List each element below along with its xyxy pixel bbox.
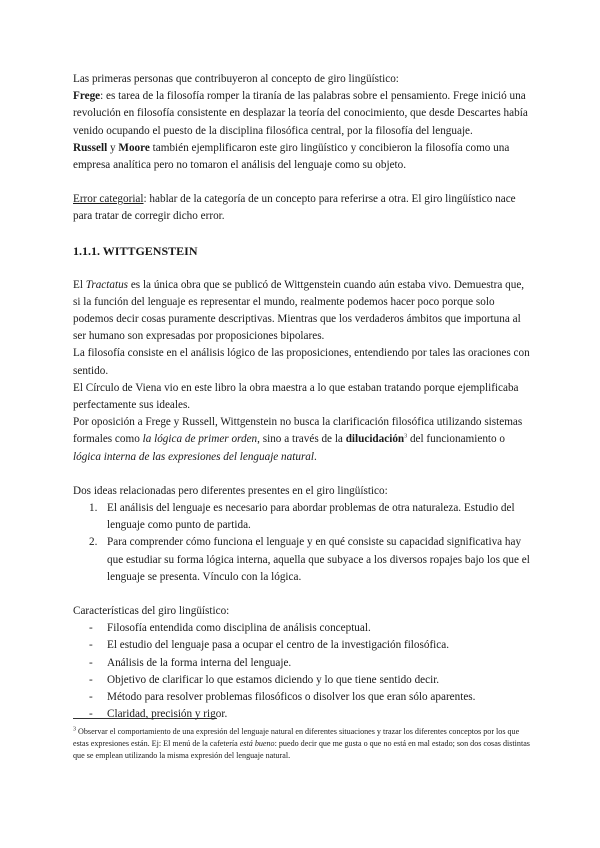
list-item-text: Claridad, precisión y rigor. (107, 708, 228, 721)
opposition-text-a: Por oposición a Frege y Russell, Wittgenstein no busca la clarificación filosófica utilizando sistemas formales como (73, 416, 523, 446)
dash-marker: - (89, 708, 93, 721)
list-item (73, 534, 530, 586)
list-item-text: El análisis del lenguaje es necesario para abordar problemas de otra naturaleza. Estudio del lenguaje como punto de partida. (107, 502, 515, 532)
dash-marker: - (89, 639, 93, 652)
opposition-paragraph (73, 414, 530, 466)
footnote-text-a: Observar el comportamiento de una expresión del lenguaje natural en diferentes situaciones y trazar los diferentes conceptos por los que estas expresiones están. Ej: El menú de la cafetería (73, 727, 520, 748)
footnote-reference[interactable]: 3 (404, 433, 408, 440)
list-item (73, 672, 530, 689)
list-item (73, 706, 530, 723)
philosophy-analysis-paragraph: La filosofía consiste en el análisis lógico de las proposiciones, entendiendo por tales las oraciones con sentido. (73, 347, 530, 377)
tractatus-paragraph (73, 277, 530, 346)
frege-paragraph (73, 88, 530, 140)
list-item-text: Objetivo de clarificar lo que estamos diciendo y lo que tiene sentido decir. (107, 673, 440, 686)
dash-marker: - (89, 656, 93, 669)
frege-text: : es tarea de la filosofía romper la tiranía de las palabras sobre el pensamiento. Frege inició una revolución en filosofía consistente en desplazar la teoría del conocimiento, que desde Descartes había venido ocupando el puesto de la disciplina filosófica central, por la filosofía del lenguaje. (73, 90, 528, 137)
dilucidacion-term: dilucidación (345, 433, 405, 446)
footnote-italic: está bueno (239, 739, 275, 748)
list-item-text: Análisis de la forma interna del lenguaje. (107, 656, 292, 669)
ideas-intro: Dos ideas relacionadas pero diferentes presentes en el giro lingüístico: (73, 484, 388, 497)
vienna-circle-paragraph: El Círculo de Viena vio en este libro la obra maestra a lo que estaban tratando porque ejemplificaba perfectamente sus ideales. (73, 381, 519, 412)
frege-name: Frege (73, 90, 101, 103)
error-categorial-paragraph (73, 191, 530, 225)
footnote-separator (73, 718, 217, 719)
dash-marker: - (89, 691, 93, 704)
opposition-text-c: del funcionamiento o (407, 433, 506, 446)
tractatus-text-a: El (73, 278, 86, 291)
first-order-logic-term: la lógica de primer orden (142, 433, 258, 446)
russell-moore-text: también ejemplificaron este giro lingüístico y concibieron la filosofía como una empresa analítica pero no tomaron el análisis del lenguaje como su objeto. (73, 141, 510, 172)
error-categorial-definition: : hablar de la categoría de un concepto para referirse a otra. El giro lingüístico nace para tratar de corregir dicho error. (73, 193, 516, 223)
internal-logic-term: lógica interna de las expresiones del lenguaje natural (73, 450, 315, 463)
ideas-list (73, 500, 530, 586)
list-item-text: Método para resolver problemas filosóficos o disolver los que eran sólo aparentes. (107, 691, 476, 704)
list-item (73, 620, 530, 637)
list-item (73, 655, 530, 672)
list-item-text: Para comprender cómo funciona el lenguaje y en qué consiste su capacidad significativa hay que estudiar su forma lógica interna, aquella que subyace a los diversos ropajes bajo los que el lenguaje se presenta. Vínculo con la lógica. (107, 536, 530, 583)
moore-name: Moore (118, 141, 150, 154)
russell-name: Russell (73, 141, 108, 154)
dash-marker: - (89, 622, 93, 635)
list-marker: 1. (89, 502, 98, 515)
footnote-text-b: : puedo decir que me gusta o que no está en mal estado; son dos cosas distintas que se emplean utilizando la misma expresión del lenguaje natural. (73, 739, 530, 760)
features-intro: Características del giro lingüístico: (73, 605, 230, 618)
russell-moore-paragraph (73, 140, 530, 174)
russell-moore-conjunction: y (107, 141, 119, 154)
dash-marker: - (89, 673, 93, 686)
error-categorial-term: Error categorial (73, 193, 144, 206)
footnote (73, 726, 533, 762)
section-heading: 1.1.1. WITTGENSTEIN (73, 243, 198, 258)
intro-line: Las primeras personas que contribuyeron al concepto de giro lingüístico: (73, 73, 399, 85)
tractatus-title: Tractatus (85, 278, 129, 291)
tractatus-text-b: es la única obra que se publicó de Wittgenstein cuando aún estaba vivo. Demuestra que, si la función del lenguaje es representar el mundo, realmente podemos hacer poco porque solo podemos decir cosas puramente descriptivas. Mientras que los verdaderos ámbitos que importuna al ser humano son expresadas por proposiciones bipolares. (73, 278, 525, 343)
list-item (73, 637, 530, 654)
list-item (73, 689, 530, 706)
list-marker: 2. (89, 536, 98, 549)
footnote-number: 3 (73, 726, 76, 733)
opposition-text-b: , sino a través de la (257, 433, 346, 446)
list-item (73, 500, 530, 534)
opposition-text-end: . (314, 450, 317, 463)
list-item-text: Filosofía entendida como disciplina de análisis conceptual. (107, 622, 371, 635)
list-item-text: El estudio del lenguaje pasa a ocupar el centro de la investigación filosófica. (107, 639, 450, 652)
features-list (73, 620, 530, 723)
